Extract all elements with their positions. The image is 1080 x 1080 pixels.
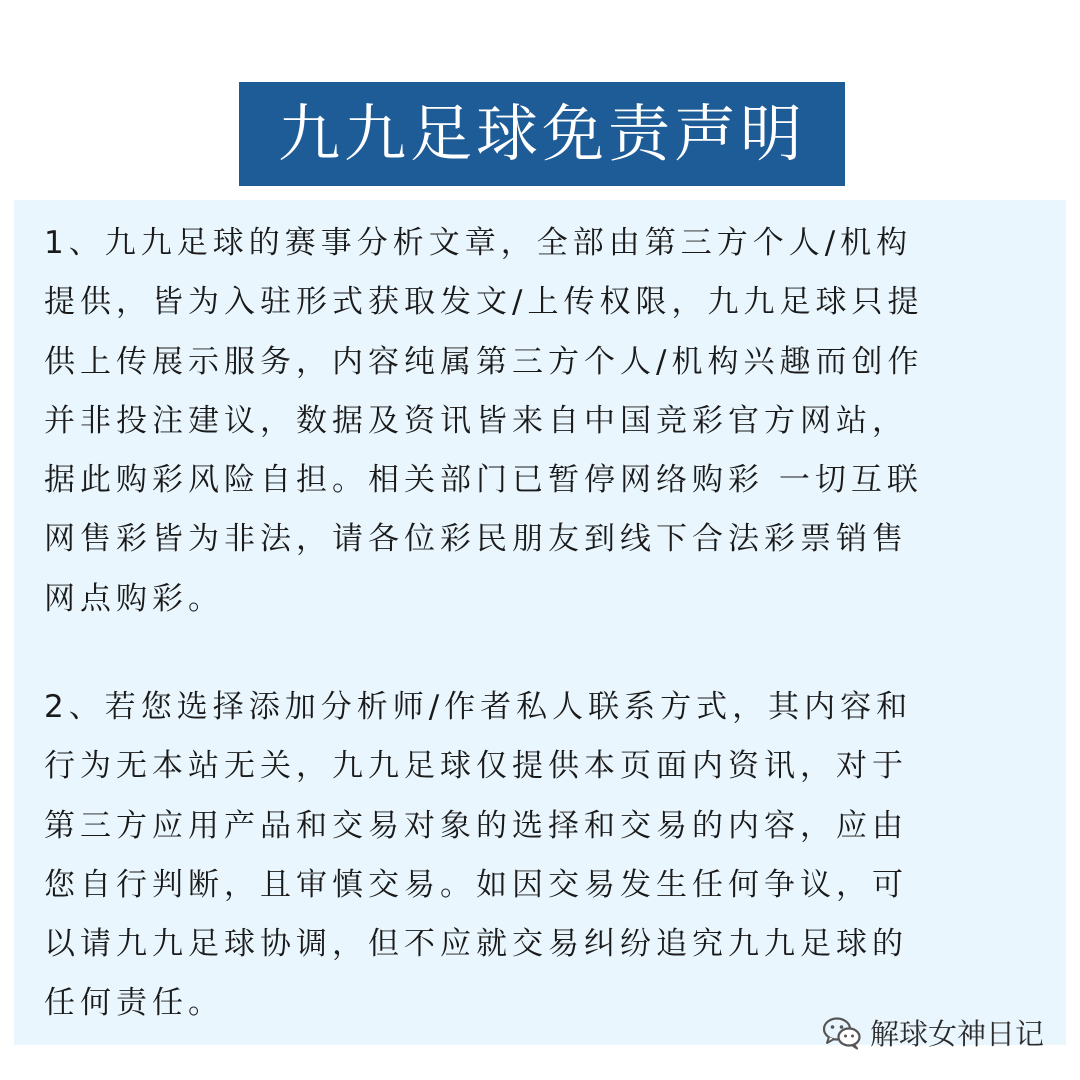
paragraph-line: 您自行判断，且审慎交易。如因交易发生任何争议，可 [44, 866, 908, 903]
paragraph-line: 行为无本站无关，九九足球仅提供本页面内资讯，对于 [44, 748, 908, 785]
paragraph-line: 并非投注建议，数据及资讯皆来自中国竞彩官方网站， [44, 402, 908, 439]
paragraph-line: 网点购彩。 [44, 580, 224, 617]
page-title: 九九足球免责声明 [277, 97, 806, 170]
watermark-text: 解球女神日记 [869, 1017, 1044, 1051]
paragraph-line: 据此购彩风险自担。相关部门已暂停网络购彩 一切互联 [44, 462, 923, 499]
paragraph-line: 任何责任。 [44, 985, 224, 1022]
paragraph-line: 网售彩皆为非法，请各位彩民朋友到线下合法彩票销售 [44, 521, 908, 558]
paragraph-line: 供上传展示服务，内容纯属第三方个人/机构兴趣而创作 [44, 343, 924, 380]
title-banner [239, 82, 845, 186]
paragraph-line: 2、若您选择添加分析师/作者私人联系方式，其内容和 [44, 689, 913, 725]
paragraph-line: 1、九九足球的赛事分析文章，全部由第三方个人/机构 [44, 225, 913, 261]
paragraph-line: 提供，皆为入驻形式获取发文/上传权限，九九足球只提 [44, 284, 924, 321]
disclaimer-panel [14, 200, 1066, 1045]
paragraph-line: 第三方应用产品和交易对象的选择和交易的内容，应由 [44, 807, 908, 844]
disclaimer-paragraph-2 [44, 678, 1054, 1034]
paragraph-line: 以请九九足球协调，但不应就交易纠纷追究九九足球的 [44, 926, 908, 963]
disclaimer-paragraph-1 [44, 214, 1054, 629]
watermark [822, 1012, 1044, 1053]
wechat-icon [822, 1016, 862, 1050]
